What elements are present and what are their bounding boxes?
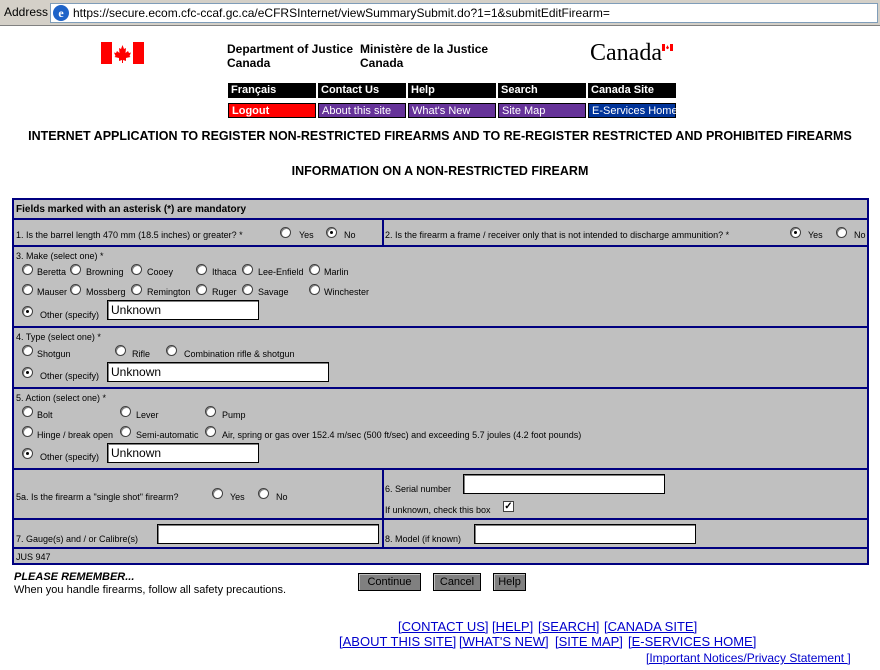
nav-site-map[interactable]: Site Map: [498, 103, 586, 118]
q1-q2-row: [14, 220, 867, 247]
wordmark-flag-icon: [662, 44, 673, 51]
make-mauser-radio[interactable]: [22, 284, 33, 295]
q4-type-row: [14, 328, 867, 389]
page-subtitle: INFORMATION ON A NON-RESTRICTED FIREARM: [291, 164, 589, 178]
dept-name-fr: Ministère de la Justice Canada: [360, 42, 489, 70]
make-winchester-label: Winchester: [324, 287, 370, 297]
q5-label: 5. Action (select one) *: [16, 393, 107, 403]
make-lee-enfield-radio[interactable]: [242, 264, 253, 275]
make-browning-radio[interactable]: [70, 264, 81, 275]
q5a-q6-divider: [382, 470, 384, 518]
make-savage-label: Savage: [258, 287, 289, 297]
q5-action-row: [14, 389, 867, 470]
footer-search-link[interactable]: [SEARCH]: [538, 619, 600, 634]
type-other-radio[interactable]: [22, 367, 33, 378]
make-marlin-radio[interactable]: [309, 264, 320, 275]
q7-label: 7. Gauge(s) and / or Calibre(s): [16, 534, 139, 544]
remember-title: PLEASE REMEMBER...: [14, 571, 135, 583]
remember-text: When you handle firearms, follow all safety precautions.: [14, 584, 287, 596]
type-shotgun-label: Shotgun: [37, 349, 71, 359]
browser-page-icon: e: [53, 5, 69, 21]
action-bolt-label: Bolt: [37, 410, 53, 420]
footer-about-link[interactable]: [ABOUT THIS SITE]: [339, 634, 457, 649]
q1-no-label: No: [344, 230, 356, 240]
q4-label: 4. Type (select one) *: [16, 332, 101, 342]
help-button[interactable]: Help: [493, 573, 526, 591]
make-other-radio[interactable]: [22, 306, 33, 317]
canada-wordmark: Canada: [590, 40, 662, 66]
action-hinge-label: Hinge / break open: [37, 430, 114, 440]
make-ruger-radio[interactable]: [196, 284, 207, 295]
q8-label: 8. Model (if known): [385, 534, 462, 544]
form-code: JUS 947: [16, 552, 51, 562]
make-mossberg-label: Mossberg: [86, 287, 126, 297]
address-label: Address: [4, 5, 49, 19]
make-cooey-label: Cooey: [147, 267, 174, 277]
q3-label: 3. Make (select one) *: [16, 251, 104, 261]
nav-logout[interactable]: Logout: [228, 103, 316, 118]
cancel-button[interactable]: Cancel: [433, 573, 481, 591]
q2-yes-radio[interactable]: [790, 227, 801, 238]
make-beretta-label: Beretta: [37, 267, 67, 277]
firearm-form: [12, 198, 869, 565]
footer-canada-site-link[interactable]: [CANADA SITE]: [604, 619, 698, 634]
address-bar: [0, 0, 880, 26]
make-winchester-radio[interactable]: [309, 284, 320, 295]
type-rifle-radio[interactable]: [115, 345, 126, 356]
make-other-input[interactable]: Unknown: [107, 300, 259, 320]
make-mauser-label: Mauser: [37, 287, 68, 297]
url-text[interactable]: https://secure.ecom.cfc-ccaf.gc.ca/eCFRSInternet/viewSummarySubmit.do?1=1&submitEditFirearm=: [73, 6, 610, 20]
gauge-calibre-input[interactable]: [157, 524, 379, 544]
q1-yes-radio[interactable]: [280, 227, 291, 238]
q2-yes-label: Yes: [808, 230, 823, 240]
q5a-yes-radio[interactable]: [212, 488, 223, 499]
action-pump-label: Pump: [222, 410, 246, 420]
action-air-radio[interactable]: [205, 426, 216, 437]
nav-contact-us[interactable]: Contact Us: [318, 83, 406, 98]
action-semi-auto-label: Semi-automatic: [136, 430, 199, 440]
footer-contact-us-link[interactable]: [CONTACT US]: [398, 619, 489, 634]
make-ithaca-radio[interactable]: [196, 264, 207, 275]
model-input[interactable]: [474, 524, 696, 544]
type-shotgun-radio[interactable]: [22, 345, 33, 356]
action-other-label: Other (specify): [40, 452, 100, 462]
nav-about-this-site[interactable]: About this site: [318, 103, 406, 118]
q7-q8-row: [14, 520, 867, 549]
make-browning-label: Browning: [86, 267, 124, 277]
q5a-label: 5a. Is the firearm a "single shot" firearm?: [16, 492, 179, 502]
q1-no-radio[interactable]: [326, 227, 337, 238]
continue-button[interactable]: Continue: [358, 573, 421, 591]
url-field[interactable]: [50, 3, 878, 23]
action-hinge-radio[interactable]: [22, 426, 33, 437]
footer-site-map-link[interactable]: [SITE MAP]: [555, 634, 623, 649]
q7-q8-divider: [382, 520, 384, 547]
q3-make-row: [14, 247, 867, 328]
make-marlin-label: Marlin: [324, 267, 349, 277]
action-bolt-radio[interactable]: [22, 406, 33, 417]
footer-eservices-link[interactable]: [E-SERVICES HOME]: [628, 634, 757, 649]
q5a-no-label: No: [276, 492, 288, 502]
q2-label: 2. Is the firearm a frame / receiver only that is not intended to discharge ammunition? *: [385, 230, 730, 240]
nav-eservices-home[interactable]: E-Services Home: [588, 103, 676, 118]
q5a-no-radio[interactable]: [258, 488, 269, 499]
canada-flag-icon: [101, 42, 144, 64]
type-rifle-label: Rifle: [132, 349, 151, 359]
action-other-radio[interactable]: [22, 448, 33, 459]
q1-q2-divider: [382, 220, 384, 245]
mandatory-row: [14, 200, 867, 220]
footer-whats-new-link[interactable]: [WHAT'S NEW]: [459, 634, 549, 649]
type-combination-label: Combination rifle & shotgun: [184, 349, 295, 359]
nav-whats-new[interactable]: What's New: [408, 103, 496, 118]
page-title: INTERNET APPLICATION TO REGISTER NON-RESTRICTED FIREARMS AND TO RE-REGISTER RESTRICTED AND PROHIBITED FIREARMS: [28, 129, 852, 143]
make-other-label: Other (specify): [40, 310, 100, 320]
action-pump-radio[interactable]: [205, 406, 216, 417]
action-lever-label: Lever: [136, 410, 159, 420]
make-lee-enfield-label: Lee-Enfield: [258, 267, 304, 277]
q2-no-radio[interactable]: [836, 227, 847, 238]
q6-label: 6. Serial number: [385, 484, 452, 494]
action-air-label: Air, spring or gas over 152.4 m/sec (500 ft/sec) and exceeding 5.7 joules (4.2 foot pounds): [222, 430, 582, 440]
serial-number-input[interactable]: [463, 474, 665, 494]
make-cooey-radio[interactable]: [131, 264, 142, 275]
make-ruger-label: Ruger: [212, 287, 237, 297]
make-beretta-radio[interactable]: [22, 264, 33, 275]
nav-search[interactable]: Search: [498, 83, 586, 98]
type-combination-radio[interactable]: [166, 345, 177, 356]
make-savage-radio[interactable]: [242, 284, 253, 295]
action-lever-radio[interactable]: [120, 406, 131, 417]
make-remington-radio[interactable]: [131, 284, 142, 295]
q5a-yes-label: Yes: [230, 492, 245, 502]
action-semi-auto-radio[interactable]: [120, 426, 131, 437]
serial-unknown-checkbox[interactable]: ✓: [504, 501, 513, 512]
make-ithaca-label: Ithaca: [212, 267, 237, 277]
make-remington-label: Remington: [147, 287, 191, 297]
nav-francais[interactable]: Français: [228, 83, 316, 98]
nav-canada-site[interactable]: Canada Site: [588, 83, 676, 98]
footer-notices-link[interactable]: [Important Notices/Privacy Statement ]: [646, 651, 851, 665]
type-other-label: Other (specify): [40, 371, 100, 381]
q1-yes-label: Yes: [299, 230, 314, 240]
nav-help[interactable]: Help: [408, 83, 496, 98]
q5a-q6-row: [14, 470, 867, 520]
action-other-input[interactable]: Unknown: [107, 443, 259, 463]
make-mossberg-radio[interactable]: [70, 284, 81, 295]
footer-help-link[interactable]: [HELP]: [492, 619, 534, 634]
q1-label: 1. Is the barrel length 470 mm (18.5 inches) or greater? *: [16, 230, 243, 240]
dept-name-en: Department of Justice Canada: [227, 42, 354, 70]
serial-unknown-label: If unknown, check this box: [385, 505, 491, 515]
q2-no-label: No: [854, 230, 866, 240]
type-other-input[interactable]: Unknown: [107, 362, 329, 382]
mandatory-note: Fields marked with an asterisk (*) are mandatory: [16, 204, 247, 215]
